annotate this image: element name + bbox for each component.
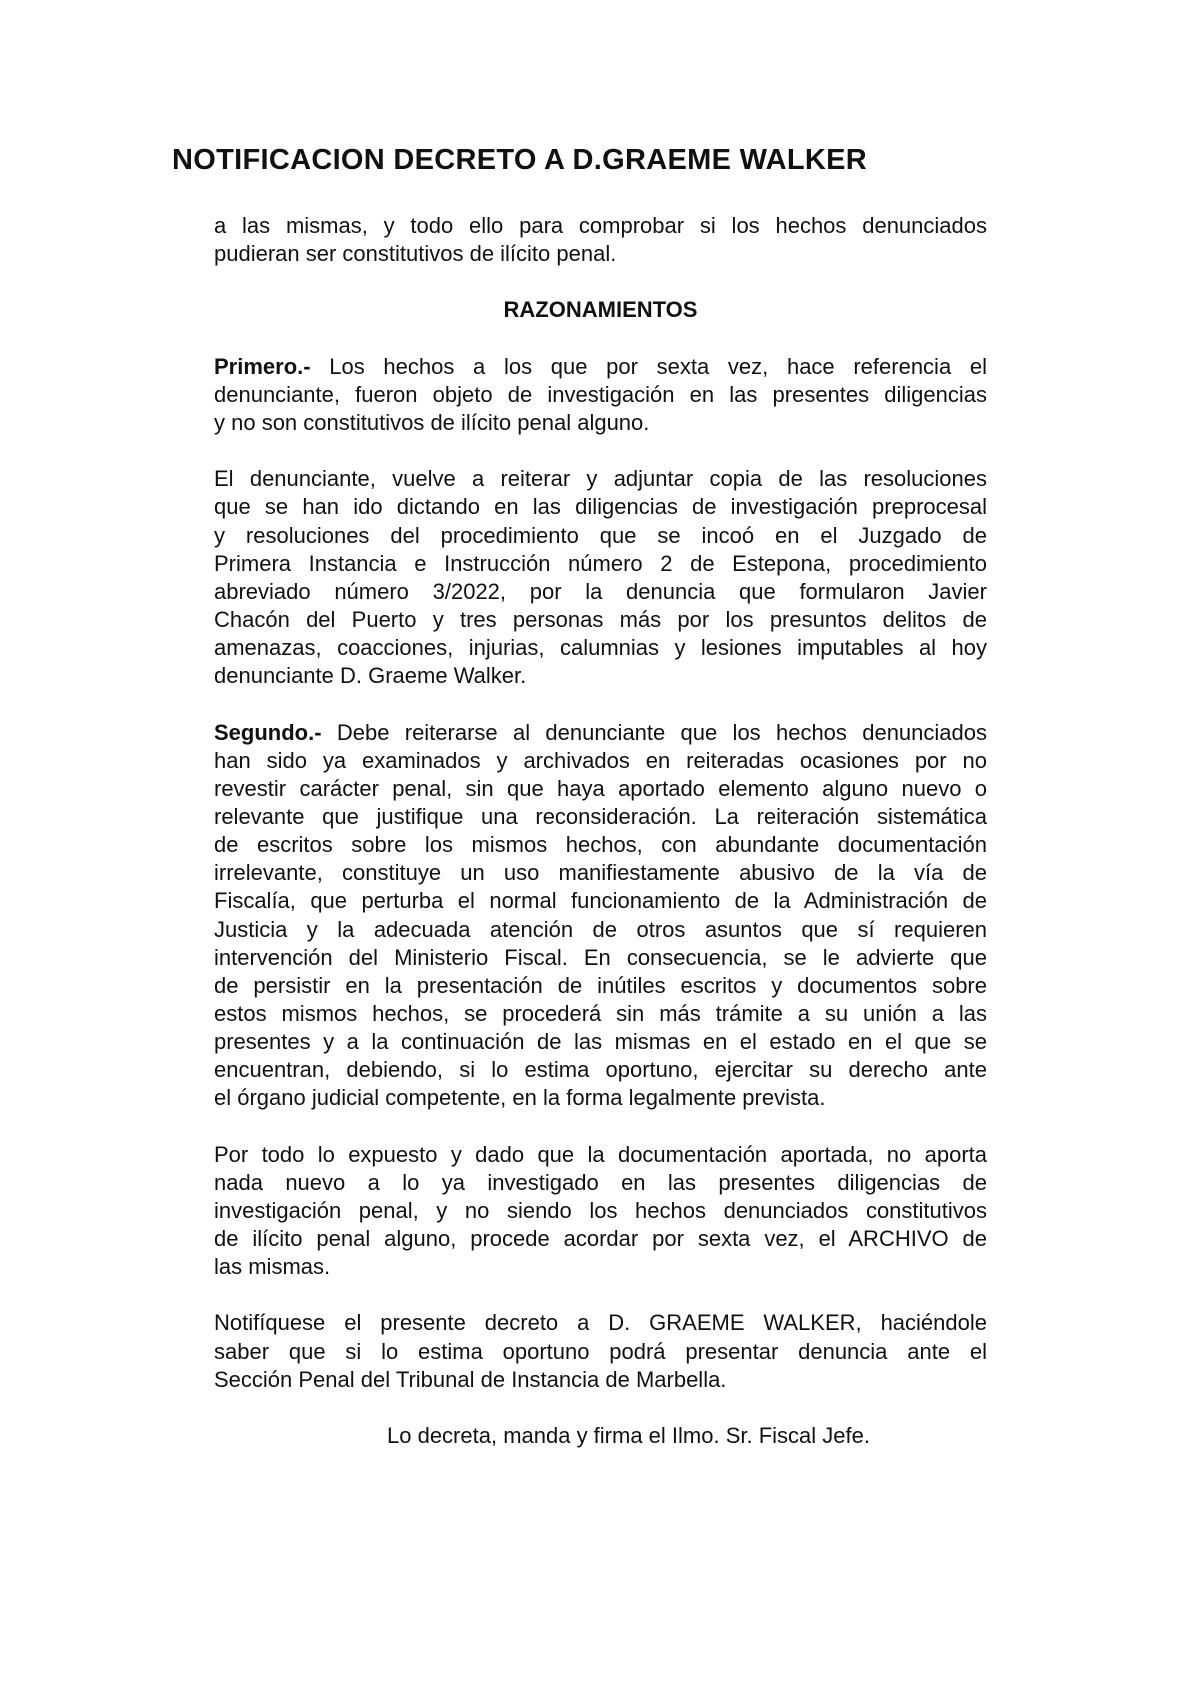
text-line: nada nuevo a lo ya investigado en las presentes diligencias de [214,1169,987,1195]
text-line: presentes y a la continuación de las mismas en el estado en el que se [214,1029,987,1055]
text-line: de ilícito penal alguno, procede acordar por sexta vez, el ARCHIVO de [214,1226,987,1252]
text-line: el órgano judicial competente, en la forma legalmente prevista. [214,1085,826,1111]
text-line: a las mismas, y todo ello para comprobar si los hechos denunciados [214,213,987,238]
text-line: Notifíquese el presente decreto a D. GRAEME WALKER, haciéndole [214,1310,987,1336]
text-line: irrelevante, constituye un uso manifiestamente abusivo de la vía de [214,860,987,886]
text-line: estos mismos hechos, se procederá sin más trámite a su unión a las [214,1000,987,1026]
text-line [214,719,987,747]
text-line: El denunciante, vuelve a reiterar y adjuntar copia de las resoluciones [214,466,987,492]
text-line: investigación penal, y no siendo los hechos denunciados constitutivos [214,1197,987,1223]
text-line: Primera Instancia e Instrucción número 2 de Estepona, procedimiento [214,550,987,576]
intro-paragraph [214,212,987,268]
text-line: y no son constitutivos de ilícito penal alguno. [214,409,650,435]
text-line: y resoluciones del procedimiento que se incoó en el Juzgado de [214,522,987,548]
text-line: que se han ido dictando en las diligencias de investigación preprocesal [214,494,987,520]
text-line: denunciante D. Graeme Walker. [214,663,527,689]
text-line: de escritos sobre los mismos hechos, con abundante documentación [214,832,987,858]
text-line: pudieran ser constitutivos de ilícito penal. [214,241,617,267]
text-line: encuentran, debiendo, si lo estima oportuno, ejercitar su derecho ante [214,1057,987,1083]
document-body [214,212,987,1450]
text-line: amenazas, coacciones, injurias, calumnias y lesiones imputables al hoy [214,635,987,661]
text-line: Justicia y la adecuada atención de otros asuntos que sí requieren [214,916,987,942]
document-title: NOTIFICACION DECRETO A D.GRAEME WALKER [172,144,868,176]
text-line: Chacón del Puerto y tres personas más por los presuntos delitos de [214,606,987,632]
segundo-label: Segundo.- [214,719,322,745]
section-heading: RAZONAMIENTOS [503,297,698,323]
text-line: saber que si lo estima oportuno podrá presentar denuncia ante el [214,1338,987,1364]
text-line: intervención del Ministerio Fiscal. En consecuencia, se le advierte que [214,944,987,970]
primero-paragraph [214,353,987,437]
paragraph-2 [214,465,987,690]
text-line: Sección Penal del Tribunal de Instancia de Marbella. [214,1366,727,1392]
text-line: denunciante, fueron objeto de investigación en las presentes diligencias [214,381,987,407]
paragraph-5 [214,1309,987,1393]
text-span: Debe reiterarse al denunciante que los hechos denunciados [321,719,987,745]
closing-line: Lo decreta, manda y firma el Ilmo. Sr. Fiscal Jefe. [387,1423,870,1449]
text-line: las mismas. [214,1254,331,1280]
paragraph-4 [214,1141,987,1282]
primero-label: Primero.- [214,353,311,379]
text-line: han sido ya examinados y archivados en reiteradas ocasiones por no [214,747,987,773]
segundo-paragraph [214,719,987,1113]
text-line: abreviado número 3/2022, por la denuncia que formularon Javier [214,578,987,604]
text-line: de persistir en la presentación de inútiles escritos y documentos sobre [214,972,987,998]
text-line [214,353,987,381]
text-line: relevante que justifique una reconsideración. La reiteración sistemática [214,803,987,829]
text-line: Por todo lo expuesto y dado que la documentación aportada, no aporta [214,1141,987,1167]
text-line: Fiscalía, que perturba el normal funcionamiento de la Administración de [214,888,987,914]
text-line: revestir carácter penal, sin que haya aportado elemento alguno nuevo o [214,775,987,801]
text-span: Los hechos a los que por sexta vez, hace referencia el [310,353,987,379]
